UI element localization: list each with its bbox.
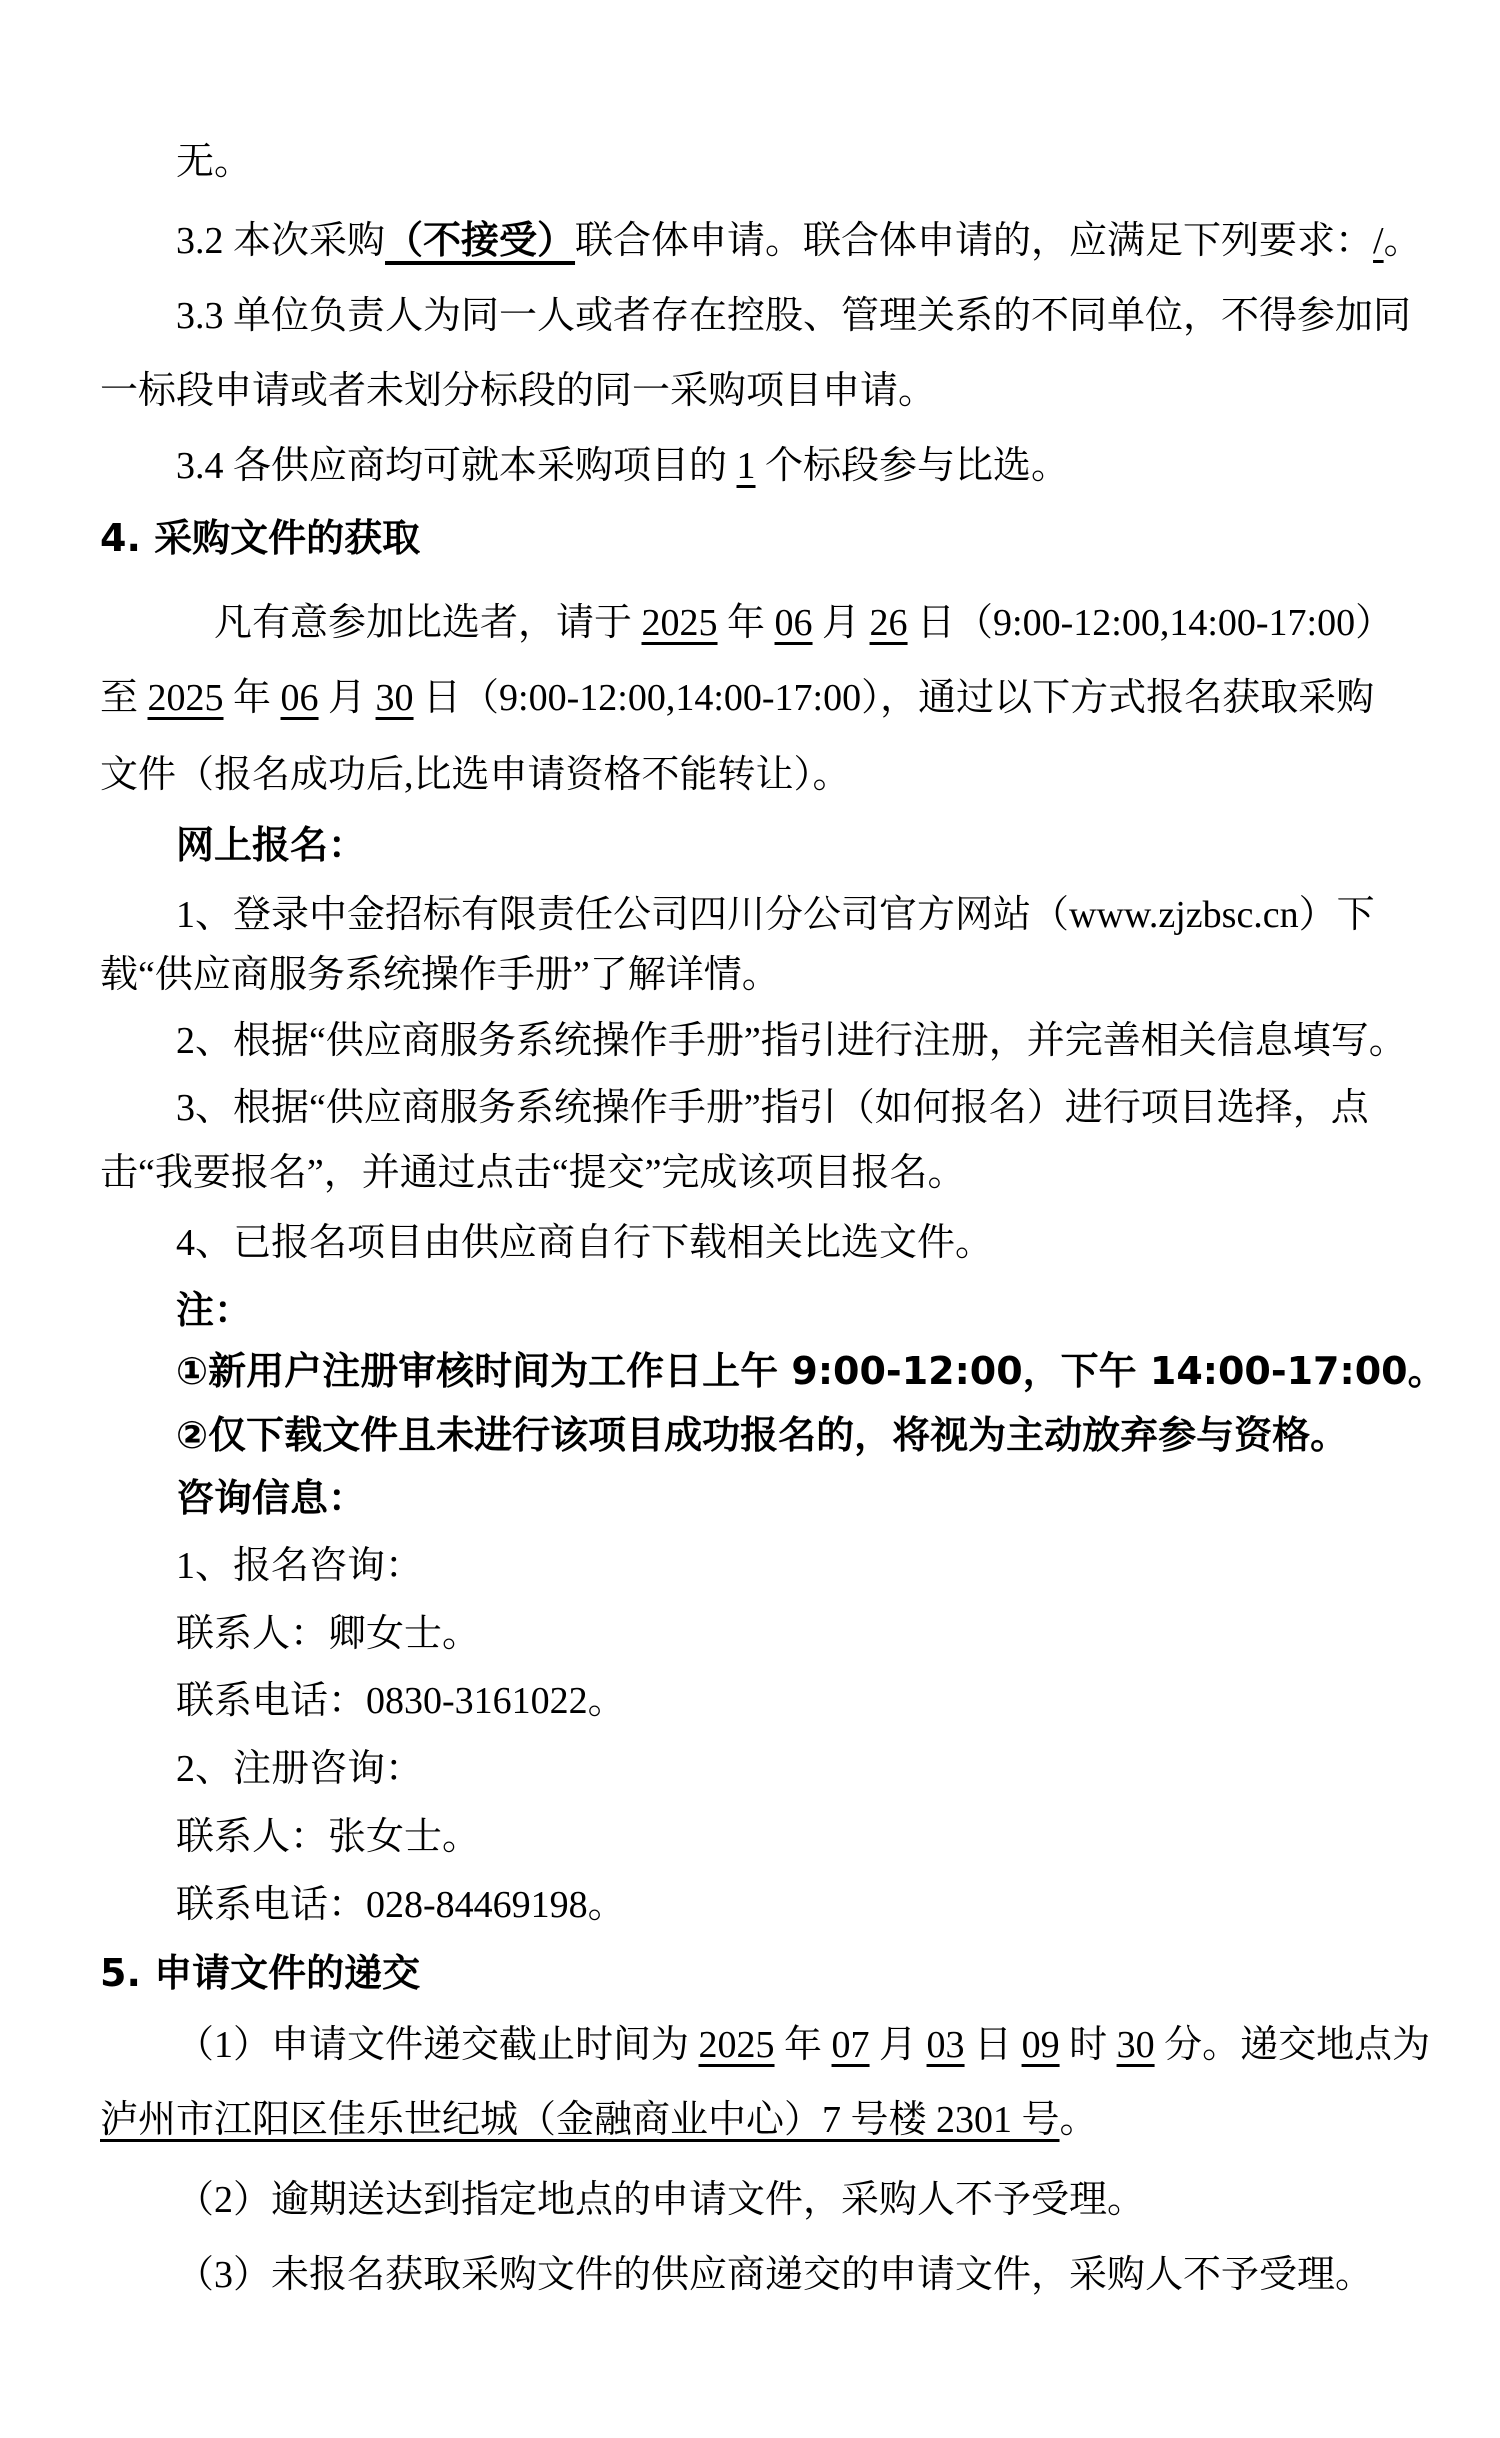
text-segment: 联系电话：0830-3161022。 xyxy=(176,1680,626,1722)
underlined-text: 30 xyxy=(1116,2024,1155,2066)
doc-line xyxy=(100,755,851,795)
text-segment: 无。 xyxy=(176,141,253,183)
doc-line xyxy=(176,1546,423,1586)
text-segment: 联系电话：028-84469198。 xyxy=(176,1884,626,1926)
text-segment: ①新用户注册审核时间为工作日上午 9:00-12:00，下午 14:00-17:00。 xyxy=(176,1349,1446,1393)
doc-line xyxy=(176,895,1375,935)
text-segment: 1、报名咨询： xyxy=(176,1545,424,1587)
text-segment: 4. 采购文件的获取 xyxy=(100,516,421,560)
text-segment: 个标段参与比选。 xyxy=(755,445,1070,487)
text-segment: （1）申请文件递交截止时间为 xyxy=(176,2024,699,2066)
doc-line xyxy=(100,1153,965,1193)
doc-line xyxy=(176,825,366,866)
doc-line xyxy=(176,1885,626,1925)
doc-line xyxy=(176,1614,480,1654)
doc-line xyxy=(176,446,1069,486)
text-segment: 3.3 单位负责人为同一人或者存在控股、管理关系的不同单位，不得参加同 xyxy=(176,295,1412,337)
underlined-text: 09 xyxy=(1021,2024,1060,2066)
doc-line xyxy=(176,1021,1407,1061)
doc-line xyxy=(100,371,936,411)
doc-line xyxy=(176,1351,1446,1392)
doc-line xyxy=(100,1953,420,1994)
doc-line xyxy=(176,2180,1145,2220)
doc-line xyxy=(214,603,1393,643)
text-segment: 月 xyxy=(318,677,376,719)
text-segment: 月 xyxy=(869,2024,927,2066)
underlined-text: 2025 xyxy=(698,2024,775,2066)
underlined-text: 2025 xyxy=(641,602,718,644)
text-segment: 至 xyxy=(100,677,148,719)
doc-line xyxy=(176,1478,366,1519)
text-segment: 分。递交地点为 xyxy=(1154,2024,1431,2066)
doc-line xyxy=(176,1415,1348,1456)
doc-line xyxy=(176,296,1411,336)
text-segment: 3、根据“供应商服务系统操作手册”指引（如何报名）进行项目选择，点 xyxy=(176,1087,1369,1129)
text-segment: （3）未报名获取采购文件的供应商递交的申请文件，采购人不予受理。 xyxy=(176,2254,1374,2296)
text-segment: 月 xyxy=(812,602,870,644)
text-segment: 年 xyxy=(774,2024,832,2066)
doc-line xyxy=(176,1749,423,1789)
underlined-text: 07 xyxy=(831,2024,870,2066)
underlined-text: （不接受） xyxy=(385,220,576,262)
doc-line xyxy=(176,221,1422,261)
doc-line xyxy=(100,955,780,995)
doc-line xyxy=(100,678,1374,718)
underlined-text: / xyxy=(1373,220,1384,262)
text-segment: 2、注册咨询： xyxy=(176,1748,424,1790)
text-segment: 3.4 各供应商均可就本采购项目的 xyxy=(176,445,737,487)
doc-line xyxy=(176,2255,1373,2295)
text-segment: 5. 申请文件的递交 xyxy=(100,1951,421,1995)
text-segment: 一标段申请或者未划分标段的同一采购项目申请。 xyxy=(100,370,937,412)
text-segment: 注： xyxy=(176,1288,253,1332)
underlined-text: 06 xyxy=(774,602,813,644)
text-segment: 。 xyxy=(1059,2099,1098,2141)
text-segment: 1、登录中金招标有限责任公司四川分公司官方网站（www.zjzbsc.cn）下 xyxy=(176,894,1375,936)
text-segment: 击“我要报名”，并通过点击“提交”完成该项目报名。 xyxy=(100,1152,966,1194)
text-segment: 年 xyxy=(717,602,775,644)
text-segment: 日（9:00-12:00,14:00-17:00），通过以下方式报名获取采购 xyxy=(413,677,1375,719)
text-segment: 载“供应商服务系统操作手册”了解详情。 xyxy=(100,954,780,996)
doc-line xyxy=(176,2025,1430,2065)
text-segment: 日（9:00-12:00,14:00-17:00） xyxy=(907,602,1394,644)
text-segment: 日 xyxy=(964,2024,1022,2066)
underlined-text: 2025 xyxy=(147,677,224,719)
text-segment: 联合体申请。联合体申请的，应满足下列要求： xyxy=(575,220,1374,262)
underlined-text: 泸州市江阳区佳乐世纪城（金融商业中心）7 号楼 2301 号 xyxy=(100,2099,1060,2141)
doc-line xyxy=(176,1290,252,1331)
doc-line xyxy=(176,1681,626,1721)
underlined-text: 26 xyxy=(869,602,908,644)
text-segment: 联系人：张女士。 xyxy=(176,1816,481,1858)
text-segment: 。 xyxy=(1383,220,1422,262)
text-segment: （2）逾期送达到指定地点的申请文件，采购人不予受理。 xyxy=(176,2179,1146,2221)
underlined-text: 1 xyxy=(736,445,756,487)
text-segment: 咨询信息： xyxy=(176,1476,367,1520)
doc-line xyxy=(176,1223,993,1263)
doc-line xyxy=(176,1817,480,1857)
text-segment: 2、根据“供应商服务系统操作手册”指引进行注册，并完善相关信息填写。 xyxy=(176,1020,1407,1062)
text-segment: 文件（报名成功后,比选申请资格不能转让）。 xyxy=(100,754,851,796)
doc-line xyxy=(100,518,420,559)
doc-line xyxy=(100,2100,1098,2140)
underlined-text: 30 xyxy=(375,677,414,719)
text-segment: 网上报名： xyxy=(176,823,367,867)
underlined-text: 03 xyxy=(926,2024,965,2066)
text-segment: 联系人：卿女士。 xyxy=(176,1613,481,1655)
doc-line xyxy=(176,1088,1369,1128)
text-segment: 时 xyxy=(1059,2024,1117,2066)
text-segment: 年 xyxy=(223,677,281,719)
text-segment: 3.2 本次采购 xyxy=(176,220,386,262)
text-segment: 4、已报名项目由供应商自行下载相关比选文件。 xyxy=(176,1222,994,1264)
underlined-text: 06 xyxy=(280,677,319,719)
text-segment: ②仅下载文件且未进行该项目成功报名的，将视为主动放弃参与资格。 xyxy=(176,1413,1349,1457)
doc-line xyxy=(176,142,252,182)
text-segment: 凡有意参加比选者，请于 xyxy=(214,602,642,644)
